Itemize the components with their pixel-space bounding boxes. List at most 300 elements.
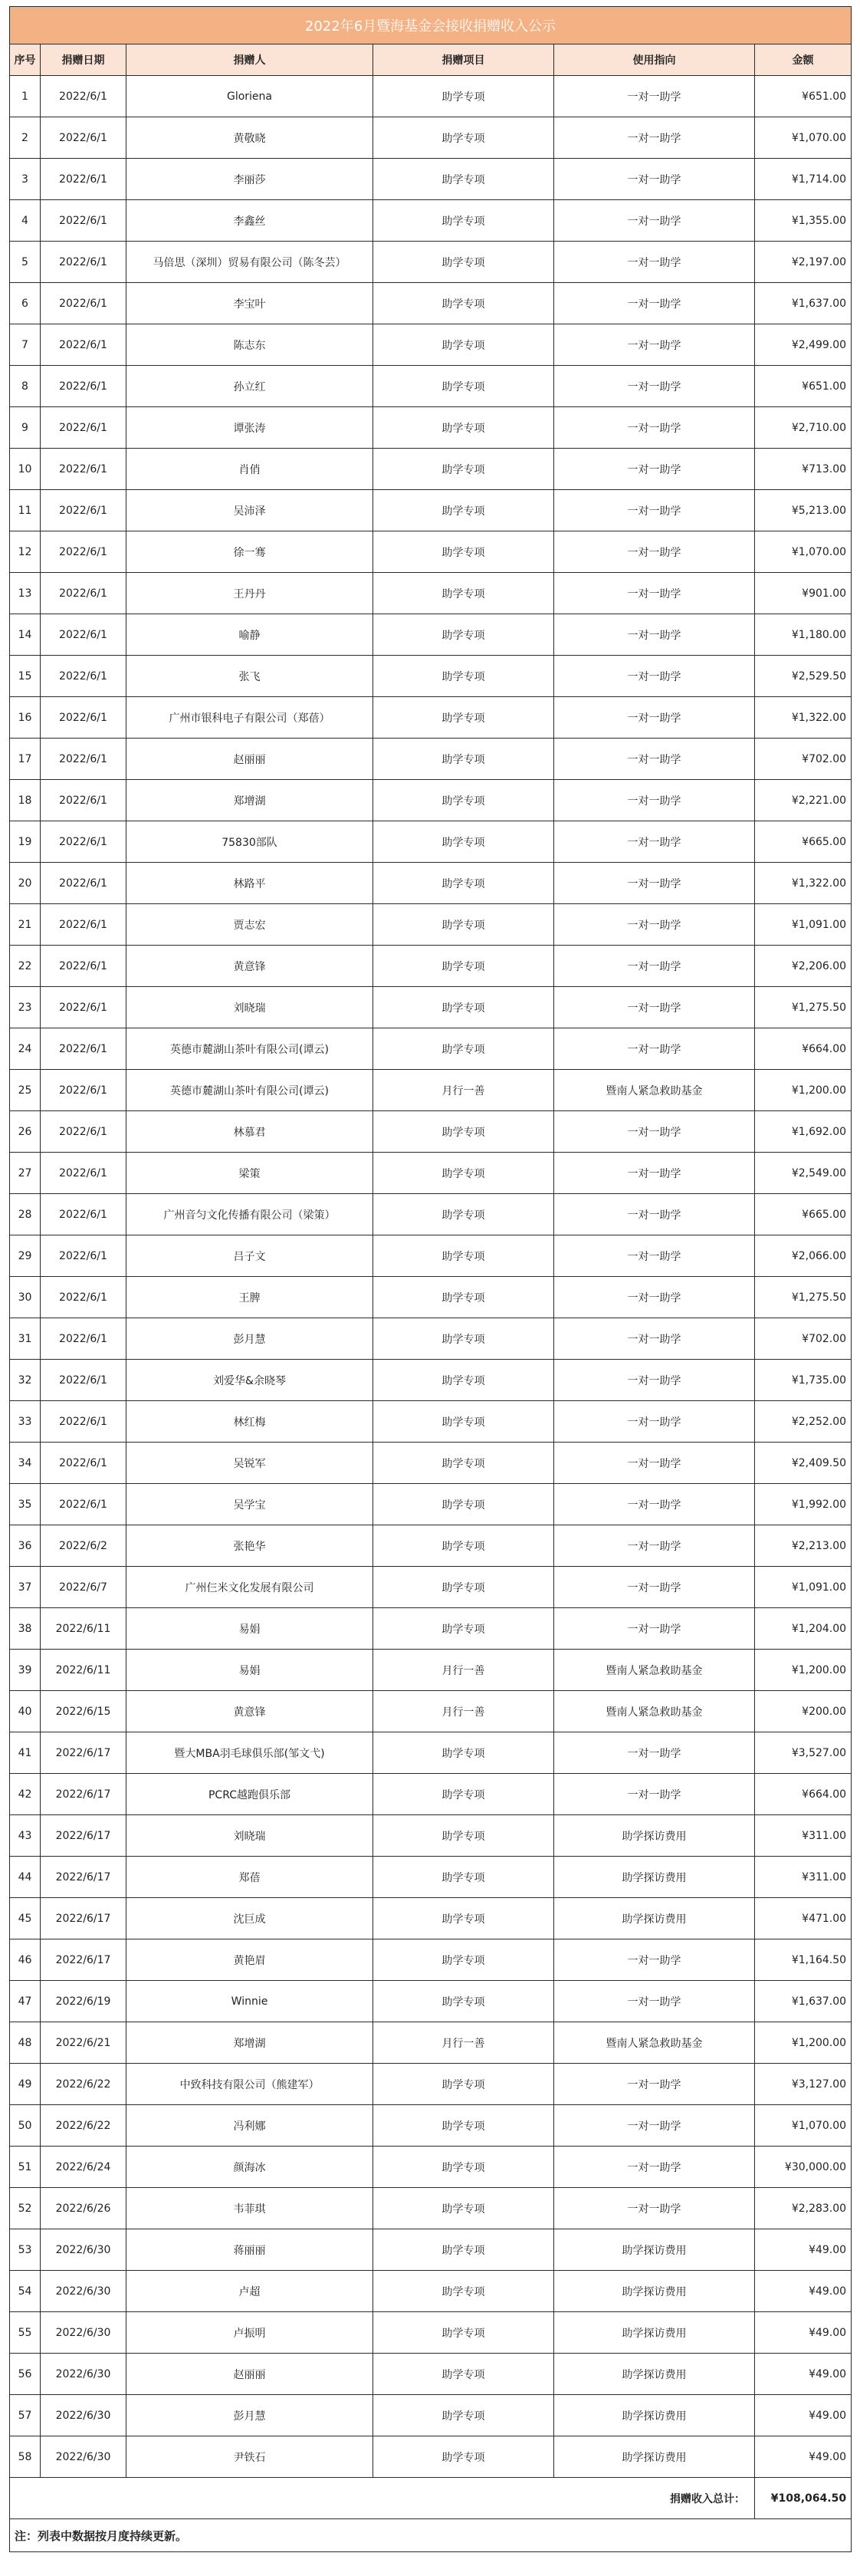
cell-project: 助学专项 bbox=[373, 2271, 554, 2312]
cell-donor: 彭月慧 bbox=[126, 2395, 373, 2436]
cell-donor: 王脾 bbox=[126, 1277, 373, 1318]
table-row bbox=[10, 987, 852, 1028]
cell-use: 一对一助学 bbox=[554, 200, 755, 242]
cell-no: 2 bbox=[10, 117, 41, 159]
table-row bbox=[10, 697, 852, 739]
cell-no: 16 bbox=[10, 697, 41, 739]
cell-no: 22 bbox=[10, 946, 41, 987]
table-row bbox=[10, 1111, 852, 1153]
cell-project: 助学专项 bbox=[373, 1028, 554, 1070]
cell-use: 一对一助学 bbox=[554, 780, 755, 821]
cell-date: 2022/6/17 bbox=[41, 1898, 126, 1939]
cell-amount: ¥702.00 bbox=[755, 739, 852, 780]
cell-date: 2022/6/1 bbox=[41, 573, 126, 614]
cell-project: 助学专项 bbox=[373, 2188, 554, 2229]
cell-date: 2022/6/1 bbox=[41, 449, 126, 490]
cell-amount: ¥1,091.00 bbox=[755, 1567, 852, 1608]
cell-no: 58 bbox=[10, 2436, 41, 2478]
cell-date: 2022/6/1 bbox=[41, 490, 126, 531]
header-cell-date: 捐赠日期 bbox=[41, 44, 126, 76]
table-row bbox=[10, 2354, 852, 2395]
cell-use: 助学探访费用 bbox=[554, 2271, 755, 2312]
cell-date: 2022/6/26 bbox=[41, 2188, 126, 2229]
cell-date: 2022/6/1 bbox=[41, 987, 126, 1028]
cell-donor: 冯利娜 bbox=[126, 2105, 373, 2147]
cell-project: 助学专项 bbox=[373, 1857, 554, 1898]
cell-date: 2022/6/22 bbox=[41, 2105, 126, 2147]
cell-use: 一对一助学 bbox=[554, 1111, 755, 1153]
cell-donor: 谭张涛 bbox=[126, 407, 373, 449]
cell-project: 助学专项 bbox=[373, 490, 554, 531]
cell-amount: ¥2,197.00 bbox=[755, 242, 852, 283]
cell-use: 一对一助学 bbox=[554, 1318, 755, 1360]
table-row bbox=[10, 1898, 852, 1939]
cell-project: 助学专项 bbox=[373, 1360, 554, 1401]
cell-no: 17 bbox=[10, 739, 41, 780]
cell-project: 助学专项 bbox=[373, 2105, 554, 2147]
cell-no: 56 bbox=[10, 2354, 41, 2395]
cell-no: 25 bbox=[10, 1070, 41, 1111]
cell-no: 42 bbox=[10, 1774, 41, 1815]
total-value: ¥108,064.50 bbox=[755, 2478, 852, 2519]
table-row bbox=[10, 1567, 852, 1608]
cell-use: 一对一助学 bbox=[554, 407, 755, 449]
cell-project: 助学专项 bbox=[373, 531, 554, 573]
cell-date: 2022/6/1 bbox=[41, 1153, 126, 1194]
cell-no: 4 bbox=[10, 200, 41, 242]
cell-donor: 林慕君 bbox=[126, 1111, 373, 1153]
cell-use: 暨南人紧急救助基金 bbox=[554, 1691, 755, 1732]
cell-donor: 尹铁石 bbox=[126, 2436, 373, 2478]
cell-no: 57 bbox=[10, 2395, 41, 2436]
cell-amount: ¥664.00 bbox=[755, 1774, 852, 1815]
cell-use: 一对一助学 bbox=[554, 1443, 755, 1484]
cell-date: 2022/6/1 bbox=[41, 1360, 126, 1401]
table-row bbox=[10, 1318, 852, 1360]
table-row bbox=[10, 1939, 852, 1981]
cell-date: 2022/6/22 bbox=[41, 2064, 126, 2105]
cell-amount: ¥49.00 bbox=[755, 2354, 852, 2395]
cell-amount: ¥1,070.00 bbox=[755, 531, 852, 573]
table-row bbox=[10, 1235, 852, 1277]
cell-donor: Winnie bbox=[126, 1981, 373, 2022]
table-row bbox=[10, 1774, 852, 1815]
cell-no: 12 bbox=[10, 531, 41, 573]
cell-amount: ¥713.00 bbox=[755, 449, 852, 490]
cell-amount: ¥1,992.00 bbox=[755, 1484, 852, 1525]
cell-donor: 广州市银科电子有限公司（郑蓓） bbox=[126, 697, 373, 739]
cell-project: 助学专项 bbox=[373, 1774, 554, 1815]
cell-donor: 陈志东 bbox=[126, 324, 373, 366]
cell-amount: ¥665.00 bbox=[755, 1194, 852, 1235]
cell-date: 2022/6/30 bbox=[41, 2395, 126, 2436]
cell-donor: 梁策 bbox=[126, 1153, 373, 1194]
cell-amount: ¥5,213.00 bbox=[755, 490, 852, 531]
cell-use: 一对一助学 bbox=[554, 697, 755, 739]
cell-use: 一对一助学 bbox=[554, 1277, 755, 1318]
cell-amount: ¥49.00 bbox=[755, 2312, 852, 2354]
donation-sheet bbox=[9, 6, 851, 2552]
cell-amount: ¥664.00 bbox=[755, 1028, 852, 1070]
cell-donor: 中致科技有限公司（熊建军） bbox=[126, 2064, 373, 2105]
cell-date: 2022/6/1 bbox=[41, 117, 126, 159]
cell-no: 30 bbox=[10, 1277, 41, 1318]
cell-date: 2022/6/1 bbox=[41, 614, 126, 656]
cell-project: 助学专项 bbox=[373, 407, 554, 449]
cell-no: 48 bbox=[10, 2022, 41, 2064]
cell-date: 2022/6/1 bbox=[41, 1111, 126, 1153]
table-row bbox=[10, 2312, 852, 2354]
cell-project: 助学专项 bbox=[373, 76, 554, 117]
cell-no: 47 bbox=[10, 1981, 41, 2022]
cell-date: 2022/6/30 bbox=[41, 2354, 126, 2395]
cell-amount: ¥1,180.00 bbox=[755, 614, 852, 656]
cell-no: 34 bbox=[10, 1443, 41, 1484]
cell-use: 一对一助学 bbox=[554, 2188, 755, 2229]
cell-amount: ¥1,637.00 bbox=[755, 1981, 852, 2022]
cell-donor: 黄意锋 bbox=[126, 946, 373, 987]
cell-no: 11 bbox=[10, 490, 41, 531]
cell-donor: 易娟 bbox=[126, 1650, 373, 1691]
cell-project: 助学专项 bbox=[373, 1277, 554, 1318]
cell-date: 2022/6/30 bbox=[41, 2229, 126, 2271]
cell-donor: 黄敬晓 bbox=[126, 117, 373, 159]
cell-use: 一对一助学 bbox=[554, 159, 755, 200]
cell-project: 月行一善 bbox=[373, 1070, 554, 1111]
cell-date: 2022/6/1 bbox=[41, 780, 126, 821]
table-row bbox=[10, 1277, 852, 1318]
cell-date: 2022/6/1 bbox=[41, 904, 126, 946]
cell-amount: ¥1,735.00 bbox=[755, 1360, 852, 1401]
cell-amount: ¥651.00 bbox=[755, 366, 852, 407]
cell-no: 33 bbox=[10, 1401, 41, 1443]
cell-amount: ¥2,409.50 bbox=[755, 1443, 852, 1484]
cell-donor: 颜海冰 bbox=[126, 2147, 373, 2188]
cell-no: 1 bbox=[10, 76, 41, 117]
table-row bbox=[10, 1194, 852, 1235]
cell-amount: ¥1,637.00 bbox=[755, 283, 852, 324]
cell-amount: ¥200.00 bbox=[755, 1691, 852, 1732]
cell-donor: 刘爱华&余晓琴 bbox=[126, 1360, 373, 1401]
cell-no: 15 bbox=[10, 656, 41, 697]
cell-date: 2022/6/11 bbox=[41, 1650, 126, 1691]
cell-no: 52 bbox=[10, 2188, 41, 2229]
cell-donor: 徐一骞 bbox=[126, 531, 373, 573]
cell-use: 助学探访费用 bbox=[554, 2354, 755, 2395]
cell-donor: 李宝叶 bbox=[126, 283, 373, 324]
cell-amount: ¥2,206.00 bbox=[755, 946, 852, 987]
cell-use: 一对一助学 bbox=[554, 946, 755, 987]
cell-donor: 李鑫丝 bbox=[126, 200, 373, 242]
cell-no: 24 bbox=[10, 1028, 41, 1070]
cell-amount: ¥1,692.00 bbox=[755, 1111, 852, 1153]
cell-use: 一对一助学 bbox=[554, 449, 755, 490]
table-row bbox=[10, 117, 852, 159]
table-row bbox=[10, 2395, 852, 2436]
cell-use: 一对一助学 bbox=[554, 656, 755, 697]
cell-project: 助学专项 bbox=[373, 1608, 554, 1650]
table-row bbox=[10, 2105, 852, 2147]
cell-project: 助学专项 bbox=[373, 1401, 554, 1443]
table-row bbox=[10, 1153, 852, 1194]
table-row bbox=[10, 366, 852, 407]
cell-project: 助学专项 bbox=[373, 1939, 554, 1981]
cell-project: 助学专项 bbox=[373, 2064, 554, 2105]
table-row bbox=[10, 490, 852, 531]
header-row bbox=[10, 44, 852, 76]
cell-date: 2022/6/11 bbox=[41, 1608, 126, 1650]
cell-no: 50 bbox=[10, 2105, 41, 2147]
cell-amount: ¥1,275.50 bbox=[755, 1277, 852, 1318]
cell-use: 一对一助学 bbox=[554, 283, 755, 324]
cell-use: 一对一助学 bbox=[554, 1981, 755, 2022]
cell-donor: 韦菲琪 bbox=[126, 2188, 373, 2229]
total-row bbox=[10, 2478, 852, 2519]
cell-date: 2022/6/15 bbox=[41, 1691, 126, 1732]
cell-no: 14 bbox=[10, 614, 41, 656]
cell-project: 助学专项 bbox=[373, 1153, 554, 1194]
table-row bbox=[10, 531, 852, 573]
cell-use: 一对一助学 bbox=[554, 863, 755, 904]
cell-donor: 贾志宏 bbox=[126, 904, 373, 946]
cell-donor: 郑蓓 bbox=[126, 1857, 373, 1898]
cell-no: 37 bbox=[10, 1567, 41, 1608]
header-cell-project: 捐赠项目 bbox=[373, 44, 554, 76]
cell-use: 一对一助学 bbox=[554, 1484, 755, 1525]
cell-date: 2022/6/1 bbox=[41, 1401, 126, 1443]
cell-use: 助学探访费用 bbox=[554, 2229, 755, 2271]
table-row bbox=[10, 324, 852, 366]
cell-project: 助学专项 bbox=[373, 200, 554, 242]
cell-no: 6 bbox=[10, 283, 41, 324]
cell-amount: ¥49.00 bbox=[755, 2271, 852, 2312]
header-cell-use: 使用指向 bbox=[554, 44, 755, 76]
cell-donor: 喻静 bbox=[126, 614, 373, 656]
cell-date: 2022/6/1 bbox=[41, 1443, 126, 1484]
cell-donor: 吴锐军 bbox=[126, 1443, 373, 1484]
cell-project: 助学专项 bbox=[373, 2436, 554, 2478]
cell-use: 一对一助学 bbox=[554, 573, 755, 614]
cell-date: 2022/6/1 bbox=[41, 242, 126, 283]
cell-no: 54 bbox=[10, 2271, 41, 2312]
cell-project: 助学专项 bbox=[373, 697, 554, 739]
cell-donor: 刘晓瑞 bbox=[126, 1815, 373, 1857]
cell-date: 2022/6/2 bbox=[41, 1525, 126, 1567]
cell-date: 2022/6/1 bbox=[41, 821, 126, 863]
cell-date: 2022/6/1 bbox=[41, 283, 126, 324]
cell-no: 27 bbox=[10, 1153, 41, 1194]
cell-date: 2022/6/1 bbox=[41, 1235, 126, 1277]
title-row bbox=[10, 7, 852, 44]
cell-project: 助学专项 bbox=[373, 2395, 554, 2436]
cell-project: 助学专项 bbox=[373, 1732, 554, 1774]
cell-no: 38 bbox=[10, 1608, 41, 1650]
cell-amount: ¥2,252.00 bbox=[755, 1401, 852, 1443]
cell-amount: ¥702.00 bbox=[755, 1318, 852, 1360]
cell-use: 一对一助学 bbox=[554, 1028, 755, 1070]
cell-use: 一对一助学 bbox=[554, 1153, 755, 1194]
cell-use: 一对一助学 bbox=[554, 987, 755, 1028]
cell-no: 13 bbox=[10, 573, 41, 614]
cell-no: 43 bbox=[10, 1815, 41, 1857]
cell-project: 助学专项 bbox=[373, 780, 554, 821]
cell-use: 助学探访费用 bbox=[554, 2436, 755, 2478]
cell-project: 助学专项 bbox=[373, 739, 554, 780]
cell-amount: ¥2,283.00 bbox=[755, 2188, 852, 2229]
cell-project: 助学专项 bbox=[373, 946, 554, 987]
cell-project: 助学专项 bbox=[373, 573, 554, 614]
table-row bbox=[10, 449, 852, 490]
cell-donor: 易娟 bbox=[126, 1608, 373, 1650]
cell-project: 助学专项 bbox=[373, 242, 554, 283]
cell-no: 19 bbox=[10, 821, 41, 863]
cell-amount: ¥2,710.00 bbox=[755, 407, 852, 449]
page-title: 2022年6月暨海基金会接收捐赠收入公示 bbox=[10, 7, 852, 44]
cell-date: 2022/6/1 bbox=[41, 1277, 126, 1318]
cell-donor: 蒋丽丽 bbox=[126, 2229, 373, 2271]
cell-project: 助学专项 bbox=[373, 904, 554, 946]
table-row bbox=[10, 76, 852, 117]
cell-date: 2022/6/17 bbox=[41, 1939, 126, 1981]
table-row bbox=[10, 1608, 852, 1650]
cell-donor: 黄艳眉 bbox=[126, 1939, 373, 1981]
cell-donor: 肖俏 bbox=[126, 449, 373, 490]
cell-use: 一对一助学 bbox=[554, 1774, 755, 1815]
cell-project: 月行一善 bbox=[373, 1691, 554, 1732]
table-row bbox=[10, 1070, 852, 1111]
cell-amount: ¥1,091.00 bbox=[755, 904, 852, 946]
footnote: 注：列表中数据按月度持续更新。 bbox=[10, 2519, 852, 2552]
cell-project: 月行一善 bbox=[373, 2022, 554, 2064]
cell-amount: ¥49.00 bbox=[755, 2229, 852, 2271]
cell-date: 2022/6/21 bbox=[41, 2022, 126, 2064]
cell-no: 10 bbox=[10, 449, 41, 490]
cell-use: 一对一助学 bbox=[554, 2064, 755, 2105]
cell-date: 2022/6/1 bbox=[41, 1070, 126, 1111]
cell-donor: 吴学宝 bbox=[126, 1484, 373, 1525]
cell-donor: 赵丽丽 bbox=[126, 739, 373, 780]
cell-use: 暨南人紧急救助基金 bbox=[554, 1650, 755, 1691]
table-row bbox=[10, 1732, 852, 1774]
cell-amount: ¥901.00 bbox=[755, 573, 852, 614]
table-row bbox=[10, 283, 852, 324]
cell-amount: ¥1,714.00 bbox=[755, 159, 852, 200]
cell-amount: ¥1,355.00 bbox=[755, 200, 852, 242]
cell-donor: 广州音匀文化传播有限公司（梁策） bbox=[126, 1194, 373, 1235]
cell-project: 助学专项 bbox=[373, 2147, 554, 2188]
cell-use: 助学探访费用 bbox=[554, 1857, 755, 1898]
cell-project: 助学专项 bbox=[373, 2229, 554, 2271]
cell-use: 一对一助学 bbox=[554, 531, 755, 573]
cell-donor: 英德市麓湖山茶叶有限公司(谭云) bbox=[126, 1028, 373, 1070]
table-row bbox=[10, 739, 852, 780]
cell-donor: 刘晓瑞 bbox=[126, 987, 373, 1028]
cell-donor: 彭月慧 bbox=[126, 1318, 373, 1360]
cell-no: 29 bbox=[10, 1235, 41, 1277]
cell-no: 51 bbox=[10, 2147, 41, 2188]
table-row bbox=[10, 904, 852, 946]
table-row bbox=[10, 1525, 852, 1567]
cell-use: 一对一助学 bbox=[554, 117, 755, 159]
cell-amount: ¥2,529.50 bbox=[755, 656, 852, 697]
cell-no: 44 bbox=[10, 1857, 41, 1898]
cell-use: 一对一助学 bbox=[554, 490, 755, 531]
cell-no: 3 bbox=[10, 159, 41, 200]
table-row bbox=[10, 821, 852, 863]
table-row bbox=[10, 159, 852, 200]
table-row bbox=[10, 863, 852, 904]
cell-use: 助学探访费用 bbox=[554, 2312, 755, 2354]
cell-date: 2022/6/7 bbox=[41, 1567, 126, 1608]
cell-use: 一对一助学 bbox=[554, 1235, 755, 1277]
table-row bbox=[10, 2147, 852, 2188]
cell-no: 53 bbox=[10, 2229, 41, 2271]
cell-use: 一对一助学 bbox=[554, 242, 755, 283]
cell-donor: 张飞 bbox=[126, 656, 373, 697]
cell-project: 助学专项 bbox=[373, 1898, 554, 1939]
cell-no: 21 bbox=[10, 904, 41, 946]
cell-amount: ¥30,000.00 bbox=[755, 2147, 852, 2188]
header-cell-donor: 捐赠人 bbox=[126, 44, 373, 76]
cell-date: 2022/6/1 bbox=[41, 656, 126, 697]
table-row bbox=[10, 1815, 852, 1857]
cell-project: 助学专项 bbox=[373, 159, 554, 200]
table-row bbox=[10, 614, 852, 656]
cell-project: 助学专项 bbox=[373, 1194, 554, 1235]
total-label: 捐赠收入总计： bbox=[10, 2478, 755, 2519]
cell-donor: 黄意锋 bbox=[126, 1691, 373, 1732]
cell-project: 月行一善 bbox=[373, 1650, 554, 1691]
table-row bbox=[10, 1443, 852, 1484]
cell-donor: 沈巨成 bbox=[126, 1898, 373, 1939]
cell-donor: 卢超 bbox=[126, 2271, 373, 2312]
cell-use: 一对一助学 bbox=[554, 904, 755, 946]
cell-amount: ¥311.00 bbox=[755, 1815, 852, 1857]
cell-date: 2022/6/1 bbox=[41, 76, 126, 117]
cell-date: 2022/6/1 bbox=[41, 324, 126, 366]
cell-no: 23 bbox=[10, 987, 41, 1028]
cell-amount: ¥1,164.50 bbox=[755, 1939, 852, 1981]
cell-donor: 孙立红 bbox=[126, 366, 373, 407]
cell-date: 2022/6/19 bbox=[41, 1981, 126, 2022]
cell-amount: ¥1,200.00 bbox=[755, 1650, 852, 1691]
cell-project: 助学专项 bbox=[373, 1567, 554, 1608]
cell-use: 一对一助学 bbox=[554, 1194, 755, 1235]
cell-amount: ¥2,549.00 bbox=[755, 1153, 852, 1194]
cell-use: 助学探访费用 bbox=[554, 1815, 755, 1857]
cell-donor: 王丹丹 bbox=[126, 573, 373, 614]
cell-donor: 郑增湖 bbox=[126, 780, 373, 821]
cell-amount: ¥2,499.00 bbox=[755, 324, 852, 366]
cell-no: 40 bbox=[10, 1691, 41, 1732]
cell-project: 助学专项 bbox=[373, 449, 554, 490]
cell-project: 助学专项 bbox=[373, 2312, 554, 2354]
cell-use: 一对一助学 bbox=[554, 2105, 755, 2147]
cell-project: 助学专项 bbox=[373, 863, 554, 904]
cell-project: 助学专项 bbox=[373, 324, 554, 366]
cell-no: 39 bbox=[10, 1650, 41, 1691]
cell-no: 31 bbox=[10, 1318, 41, 1360]
table-row bbox=[10, 1484, 852, 1525]
cell-project: 助学专项 bbox=[373, 987, 554, 1028]
cell-donor: 林路平 bbox=[126, 863, 373, 904]
cell-project: 助学专项 bbox=[373, 821, 554, 863]
cell-project: 助学专项 bbox=[373, 1235, 554, 1277]
cell-amount: ¥311.00 bbox=[755, 1857, 852, 1898]
cell-use: 一对一助学 bbox=[554, 1360, 755, 1401]
cell-donor: 马倍思（深圳）贸易有限公司（陈冬芸） bbox=[126, 242, 373, 283]
cell-project: 助学专项 bbox=[373, 656, 554, 697]
